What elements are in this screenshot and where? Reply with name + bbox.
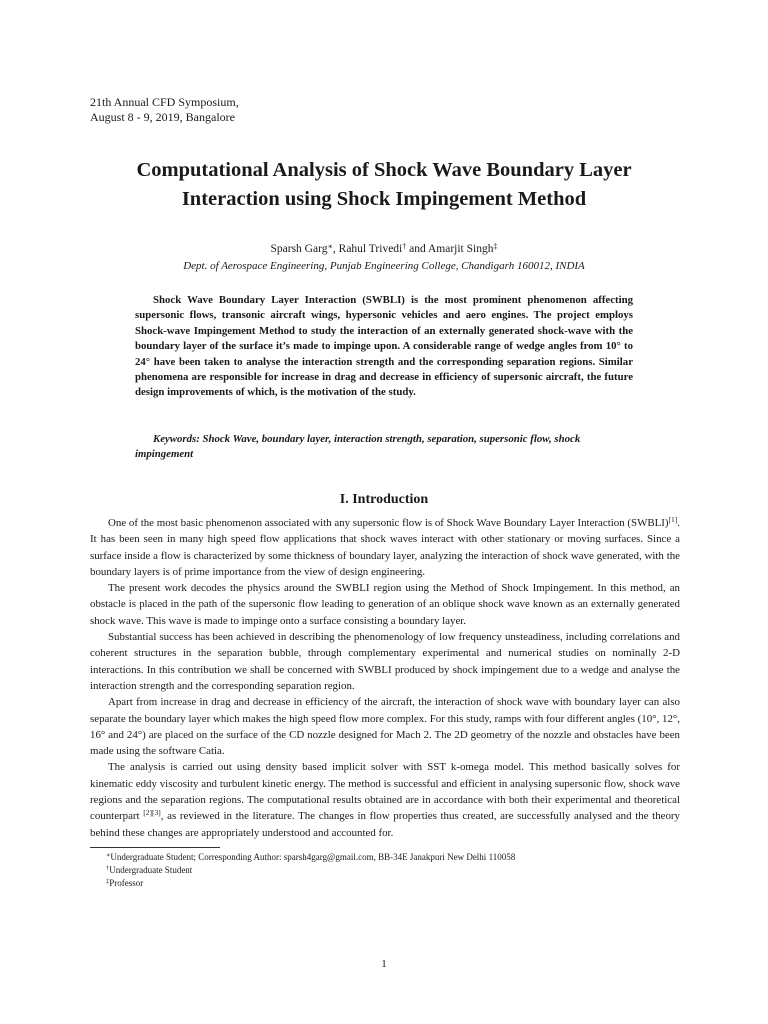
footnote <box>106 877 515 890</box>
paragraph <box>90 515 680 580</box>
author-separator: , <box>332 243 339 255</box>
author-separator: and <box>406 243 428 255</box>
footnote <box>106 864 515 877</box>
citation: [2][3] <box>143 808 161 818</box>
author-footnote-mark: † <box>402 242 407 251</box>
author-footnote-mark: ∗ <box>327 242 333 251</box>
paragraph-text: , as reviewed in the literature. The changes in flow properties thus created, are successfully analysed and the theory behind these changes are appropriately understood and accounted for. <box>90 810 680 839</box>
author-name: Rahul Trivedi <box>338 243 403 255</box>
page-number: 1 <box>381 958 387 970</box>
footnote-text: Professor <box>109 878 144 888</box>
author-list <box>0 242 768 257</box>
author-name: Amarjit Singh <box>427 243 494 255</box>
paragraph: Apart from increase in drag and decrease in efficiency of the aircraft, the interaction of shock wave with boundary layer can also separate the boundary layer which makes the high speed flow more complex. For this study, ramps with four different angles (10°, 12°, 16° and 24°) are placed on the surface of the CD nozzle designed for Mach 2. The 2D geometry of the nozzle and obstacles have been made using the software Catia. <box>90 696 680 758</box>
paragraph: The present work decodes the physics around the SWBLI region using the Method of Shock Impingement. In this method, an obstacle is placed in the path of the supersonic flow leading to generation of an oblique shock wave known as an externally generated shock wave. This wave is made to impinge onto a surface consisting a boundary layer. <box>90 582 680 627</box>
paragraph-text: The analysis is carried out using density based implicit solver with SST k-omega model. This method basically solves for kinematic eddy viscosity and turbulent kinetic energy. The method is successful and efficient in analysing supersonic flow, shock wave regions and the separation regions. The computational results obtained are in accordance with both their experimental and theoretical counterpart <box>90 761 680 823</box>
footnotes <box>106 851 515 890</box>
keywords: Keywords: Shock Wave, boundary layer, interaction strength, separation, supersonic flow, shock impingement <box>135 433 581 461</box>
paragraph-text: One of the most basic phenomenon associated with any supersonic flow is of Shock Wave Boundary Layer Interaction (SWBLI) <box>108 517 669 529</box>
footnote-mark: ∗ <box>106 852 111 859</box>
footnote-divider <box>90 847 220 848</box>
author-name: Sparsh Garg <box>270 243 328 255</box>
section-heading: I. Introduction <box>339 492 429 507</box>
paragraph <box>90 759 680 840</box>
paper-title <box>60 156 708 214</box>
author-footnote-mark: ‡ <box>493 242 498 251</box>
footnote-mark: ‡ <box>106 878 110 885</box>
title-line-2: Interaction using Shock Impingement Method <box>181 188 587 210</box>
conference-date-location: August 8 - 9, 2019, Bangalore <box>90 110 235 124</box>
conference-name: 21th Annual CFD Symposium, <box>90 95 239 109</box>
conference-info <box>90 95 239 125</box>
title-line-1: Computational Analysis of Shock Wave Boundary Layer <box>136 159 632 181</box>
affiliation: Dept. of Aerospace Engineering, Punjab Engineering College, Chandigarh 160012, INDIA <box>183 260 585 272</box>
paragraph: Substantial success has been achieved in describing the phenomenology of low frequency unsteadiness, including correlations and coherent structures in the separation bubble, through complementary experimental and numerical studies on nominally 2-D interactions. In this contribution we shall be concerned with SWBLI produced by shock impingement due to a wedge and analyse the interaction strength and the corresponding separation region. <box>90 631 680 692</box>
footnote-mark: † <box>106 865 110 872</box>
citation: [1] <box>668 515 678 524</box>
footnote-text: Undergraduate Student; Corresponding Author: sparsh4garg@gmail.com, BB-34E Janakpuri New Delhi 110058 <box>110 852 516 862</box>
footnote-text: Undergraduate Student <box>109 865 193 875</box>
paragraph-text: . It has been seen in many high speed flow applications that shock waves interact with other stationary or moving surfaces. Since a surface inside a flow is characterized by some thickness of boundary layer, analyzing the interaction of shock wave generated, with the boundary layers is of prime importance from the view of design engineering. <box>90 517 680 578</box>
abstract: Shock Wave Boundary Layer Interaction (SWBLI) is the most prominent phenomenon affecting supersonic flows, transonic aircraft wings, hypersonic vehicles and aero engines. The project employs Shock-wave Impingement Method to study the interaction of an externally generated shock-wave with the boundary layer of the surface it’s made to impinge upon. A considerable range of wedge angles from 10° to 24° have been taken to analyse the interaction strength and the corresponding separation regions. Similar phenomena are responsible for increase in drag and decrease in efficiency of supersonic aircraft, the future design improvements of which, is the motivation of the study. <box>135 294 633 399</box>
footnote <box>106 851 515 864</box>
body-text <box>90 515 680 841</box>
